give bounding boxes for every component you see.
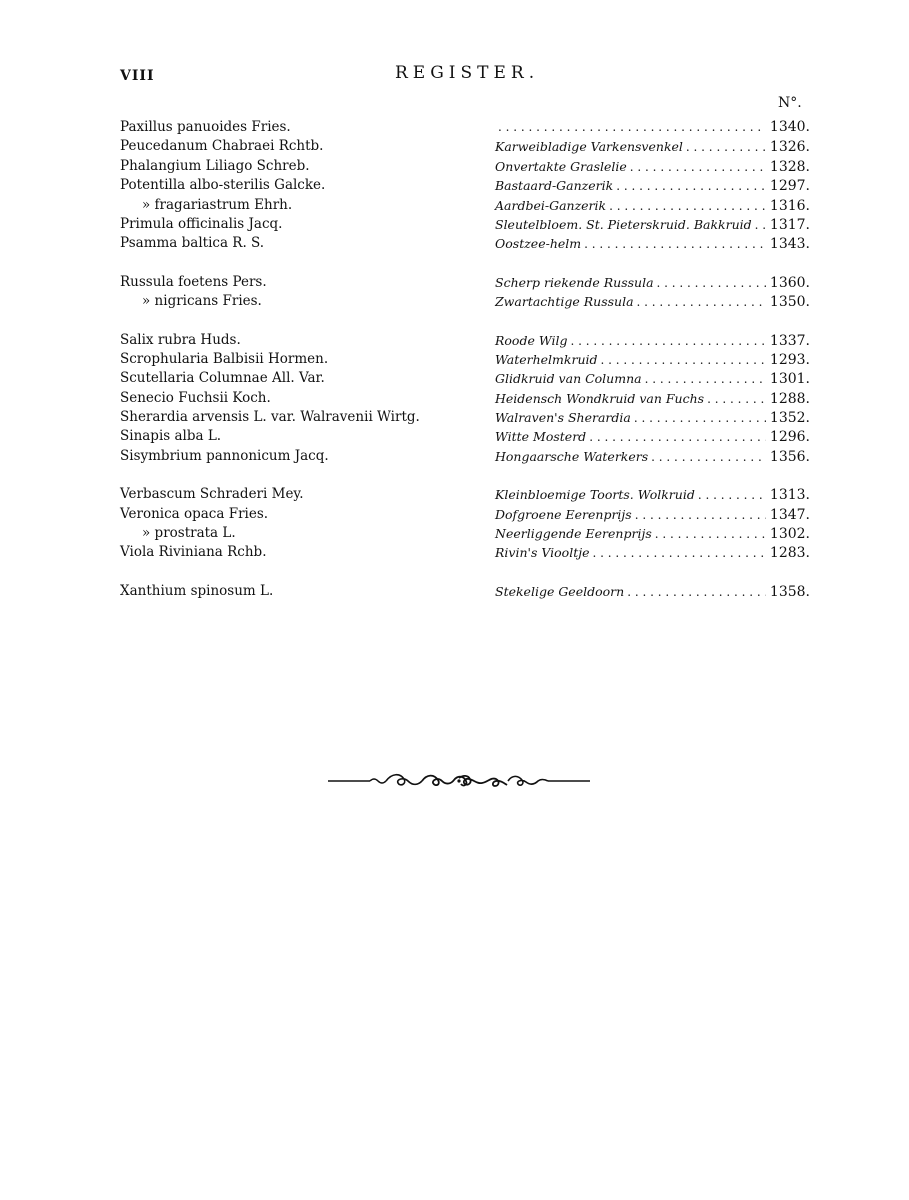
dutch-name: Oostzee-helm (495, 236, 582, 252)
latin-name: » prostrata L. (142, 525, 236, 542)
register-entry (120, 369, 810, 388)
dutch-name-line (495, 292, 810, 312)
entry-number: 1288. (769, 390, 810, 407)
dutch-name: Sleutelbloem. St. Pieterskruid. Bakkruid (495, 216, 752, 232)
latin-name: Primula officinalis Jacq. (120, 215, 283, 232)
register-entry (120, 505, 810, 524)
dot-leader (570, 332, 765, 351)
register-entry (120, 408, 810, 427)
dutch-name: Stekelige Geeldoorn (495, 583, 625, 599)
entry-number: 1293. (769, 351, 810, 368)
register-entry (120, 176, 810, 195)
entry-number: 1347. (769, 506, 810, 523)
page-number: VIII (120, 68, 155, 84)
dutch-name: Roode Wilg (495, 332, 568, 348)
register-entry (120, 350, 810, 369)
dutch-name-line (495, 331, 810, 351)
register-entry (120, 234, 810, 253)
dutch-name: Rivin's Viooltje (495, 545, 590, 561)
entry-number: 1356. (769, 448, 810, 465)
register-group (120, 331, 810, 467)
entry-number: 1313. (769, 487, 810, 504)
register-entry (120, 292, 810, 311)
entry-number: 1340. (769, 119, 810, 135)
latin-name: Xanthium spinosum L. (120, 582, 274, 599)
register-entry (120, 273, 810, 292)
latin-name: Potentilla albo-sterilis Galcke. (120, 177, 326, 194)
dot-leader (609, 197, 766, 216)
latin-name: Phalangium Liliago Schreb. (120, 157, 310, 174)
dutch-name-line (495, 118, 810, 137)
entry-number: 1343. (769, 236, 810, 253)
latin-name: » nigricans Fries. (142, 293, 262, 310)
entry-number: 1317. (769, 216, 810, 233)
latin-name: Scrophularia Balbisii Hormen. (120, 350, 329, 367)
dutch-name: Aardbei-Ganzerik (495, 197, 607, 213)
dot-leader (635, 506, 766, 525)
dutch-name: Glidkruid van Columna (495, 371, 642, 387)
register-entry (120, 389, 810, 408)
register-group (120, 118, 810, 254)
entry-number: 1350. (769, 294, 810, 311)
dutch-name-line (495, 273, 810, 293)
dutch-name: Neerliggende Eerenprijs (495, 526, 652, 542)
latin-name: Peucedanum Chabraei Rchtb. (120, 138, 324, 155)
latin-name: Senecio Fuchsii Koch. (120, 389, 271, 406)
dutch-name-line (495, 157, 810, 177)
entry-number: 1283. (769, 545, 810, 562)
dot-leader (634, 409, 766, 428)
dutch-name: Bastaard-Ganzerik (495, 178, 614, 194)
dot-leader (645, 370, 766, 389)
dutch-name-line (495, 196, 810, 216)
register-entry (120, 215, 810, 234)
register-entry (120, 196, 810, 215)
dot-leader (616, 177, 766, 196)
dutch-name: Heidensch Wondkruid van Fuchs (495, 390, 705, 406)
dutch-name-line (495, 176, 810, 196)
entry-number: 1297. (769, 178, 810, 195)
dot-leader (698, 486, 766, 505)
register-entry (120, 447, 810, 466)
latin-name: Salix rubra Huds. (120, 331, 241, 348)
dot-leader (589, 428, 766, 447)
entry-number: 1326. (769, 139, 810, 156)
dot-leader (637, 293, 766, 312)
dutch-name-line (495, 427, 810, 447)
latin-name: Veronica opaca Fries. (120, 505, 269, 522)
dot-leader (657, 274, 766, 293)
latin-name: Russula foetens Pers. (120, 273, 267, 290)
dutch-name-line (495, 369, 810, 389)
register-entry (120, 137, 810, 156)
register-entry (120, 485, 810, 504)
latin-name: Sherardia arvensis L. var. Walravenii Wirtg. (120, 409, 420, 426)
register-entry (120, 427, 810, 446)
dutch-name-line (495, 389, 810, 409)
latin-name: Verbascum Schraderi Mey. (120, 486, 304, 503)
dot-leader (584, 235, 766, 254)
number-column-header: N°. (778, 95, 802, 111)
dutch-name: Zwartachtige Russula (495, 294, 634, 310)
dutch-name-line (495, 505, 810, 525)
dot-leader (498, 118, 766, 137)
dutch-name-line (495, 408, 810, 428)
latin-name: Scutellaria Columnae All. Var. (120, 370, 325, 387)
dutch-name: Waterhelmkruid (495, 351, 598, 367)
register-entry (120, 118, 810, 137)
entry-number: 1352. (769, 410, 810, 427)
entry-number: 1316. (769, 197, 810, 214)
dutch-name: Kleinbloemige Toorts. Wolkruid (495, 487, 695, 503)
dutch-name: Witte Mosterd (495, 429, 587, 445)
entry-number: 1328. (769, 158, 810, 175)
register-list (120, 118, 810, 620)
dutch-name: Scherp riekende Russula (495, 274, 654, 290)
dutch-name: Dofgroene Eerenprijs (495, 506, 632, 522)
dutch-name-line (495, 582, 810, 602)
dutch-name-line (495, 447, 810, 467)
register-group (120, 582, 810, 601)
dutch-name-line (495, 137, 810, 157)
register-entry (120, 524, 810, 543)
dot-leader (601, 351, 766, 370)
entry-number: 1296. (769, 429, 810, 446)
dutch-name: Hongaarsche Waterkers (495, 448, 649, 464)
register-entry (120, 543, 810, 562)
dutch-name: Karweibladige Varkensvenkel (495, 139, 683, 155)
page-title: REGISTER. (395, 63, 540, 83)
register-entry (120, 157, 810, 176)
dot-leader (630, 158, 766, 177)
entry-number: 1337. (769, 332, 810, 349)
latin-name: Psamma baltica R. S. (120, 235, 265, 252)
dot-leader (755, 216, 766, 235)
dot-leader (593, 544, 766, 563)
dutch-name-line (495, 215, 810, 235)
dutch-name: Onvertakte Graslelie (495, 158, 627, 174)
dot-leader (707, 390, 766, 409)
dot-leader (627, 583, 766, 602)
dutch-name-line (495, 485, 810, 505)
register-group (120, 485, 810, 563)
dutch-name-line (495, 350, 810, 370)
ornament-divider-icon (328, 770, 590, 792)
dot-leader (686, 138, 766, 157)
entry-number: 1302. (769, 526, 810, 543)
dot-leader (651, 448, 766, 467)
entry-number: 1301. (769, 371, 810, 388)
dutch-name-line (495, 524, 810, 544)
dutch-name-line (495, 234, 810, 254)
latin-name: Sinapis alba L. (120, 428, 222, 445)
latin-name: Sisymbrium pannonicum Jacq. (120, 447, 329, 464)
latin-name: Paxillus panuoides Fries. (120, 119, 291, 135)
dot-leader (655, 525, 766, 544)
register-group (120, 273, 810, 312)
latin-name: » fragariastrum Ehrh. (142, 196, 293, 213)
register-entry (120, 331, 810, 350)
latin-name: Viola Riviniana Rchb. (120, 544, 267, 561)
dutch-name-line (495, 543, 810, 563)
entry-number: 1358. (769, 583, 810, 600)
entry-number: 1360. (769, 274, 810, 291)
register-entry (120, 582, 810, 601)
dutch-name: Walraven's Sherardia (495, 410, 631, 426)
